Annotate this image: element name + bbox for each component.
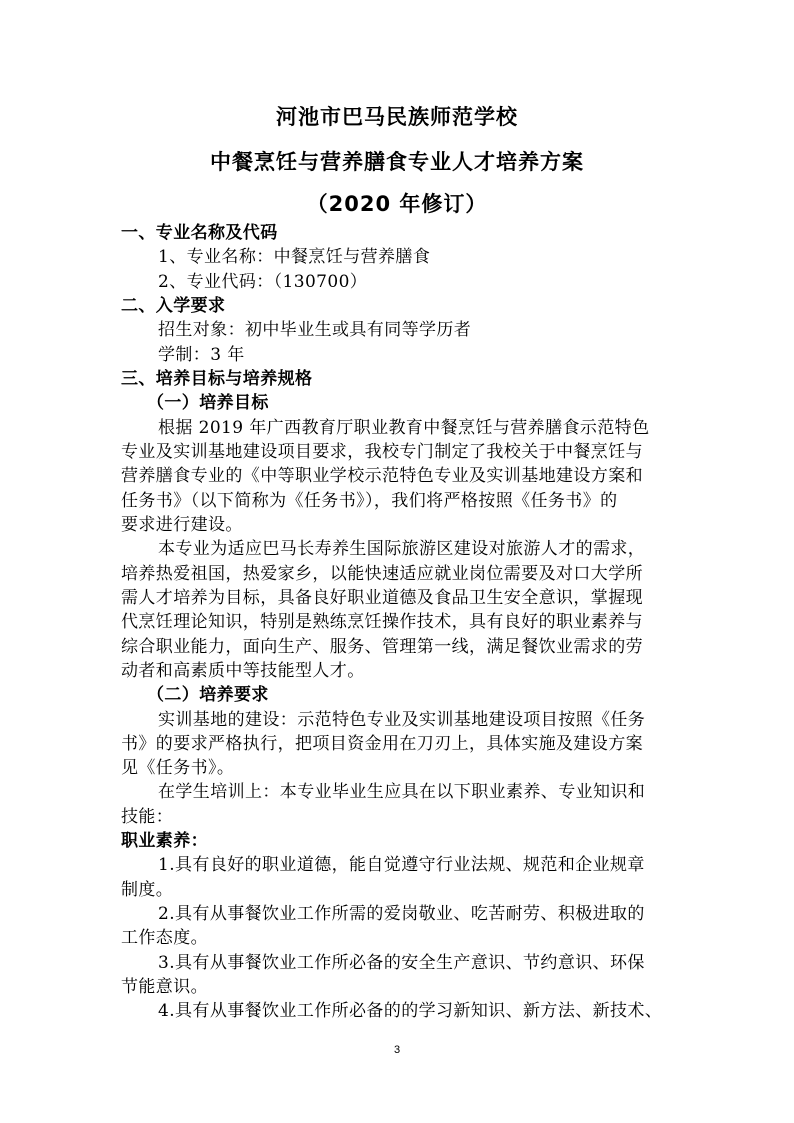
quality-item-line: 工作态度。 [121,928,208,948]
paragraph-line: 实训基地的建设：示范特色专业及实训基地建设项目按照《任务 [158,710,646,730]
paragraph-line: 需人才培养为目标，具备良好职业道德及食品卫生安全意识，掌握现 [121,588,643,608]
quality-item-line: 制度。 [121,880,174,900]
paragraph-line: 专业及实训基地建设项目要求，我校专门制定了我校关于中餐烹饪与 [121,442,643,462]
qualities-heading: 职业素养： [121,831,208,851]
paragraph-line: 在学生培训上：本专业毕业生应具在以下职业素养、专业知识和 [158,782,646,802]
paragraph-line: 技能： [121,807,174,827]
school-title: 河池市巴马民族师范学校 [276,105,518,129]
paragraph-line: 培养热爱祖国，热爱家乡，以能快速适应就业岗位需要及对口大学所 [121,564,643,584]
program-name-line: 1、专业名称：中餐烹饪与营养膳食 [158,247,431,267]
paragraph-line: 任务书》（以下简称为《任务书》），我们将严格按照《任务书》的 [121,491,618,511]
paragraph-line: 动者和高素质中等技能型人才。 [121,661,365,681]
paragraph-line: 营养膳食专业的《中等职业学校示范特色专业及实训基地建设方案和 [121,466,643,486]
paragraph-line: 要求进行建设。 [121,515,243,535]
quality-item-line: 4.具有从事餐饮业工作所必备的的学习新知识、新方法、新技术、 [158,1001,663,1021]
subheading-requirements: （二）培养要求 [147,685,269,705]
paragraph-line: 根据 2019 年广西教育厅职业教育中餐烹饪与营养膳食示范特色 [158,418,650,438]
section-heading-objectives: 三、培养目标与培养规格 [121,369,313,389]
quality-item-line: 2.具有从事餐饮业工作所需的爱岗敬业、吃苦耐劳、积极进取的 [158,904,645,924]
paragraph-line: 综合职业能力，面向生产、服务、管理第一线，满足餐饮业需求的劳 [121,637,643,657]
paragraph-line: 见《任务书》。 [121,758,235,778]
duration-line: 学制：3 年 [158,345,245,365]
subheading-objectives: （一）培养目标 [147,393,269,413]
quality-item-line: 3.具有从事餐饮业工作所必备的安全生产意识、节约意识、环保 [158,953,645,973]
section-heading-name-code: 一、专业名称及代码 [121,223,278,243]
program-code-line: 2、专业代码：（130700） [158,272,368,292]
quality-item-line: 节能意识。 [121,977,208,997]
paragraph-line: 本专业为适应巴马长寿养生国际旅游区建设对旅游人才的需求， [158,539,646,559]
paragraph-line: 代烹饪理论知识，特别是熟练烹饪操作技术，具有良好的职业素养与 [121,612,643,632]
quality-item-line: 1.具有良好的职业道德，能自觉遵守行业法规、规范和企业规章 [158,855,645,875]
page-number: 3 [393,1044,401,1056]
program-title: 中餐烹饪与营养膳食专业人才培养方案 [210,150,584,174]
section-heading-admission: 二、入学要求 [121,296,226,316]
admission-target-line: 招生对象：初中毕业生或具有同等学历者 [158,320,472,340]
paragraph-line: 书》的要求严格执行，把项目资金用在刀刃上，具体实施及建设方案 [121,734,643,754]
revision-note: （2020 年修订） [306,192,488,216]
